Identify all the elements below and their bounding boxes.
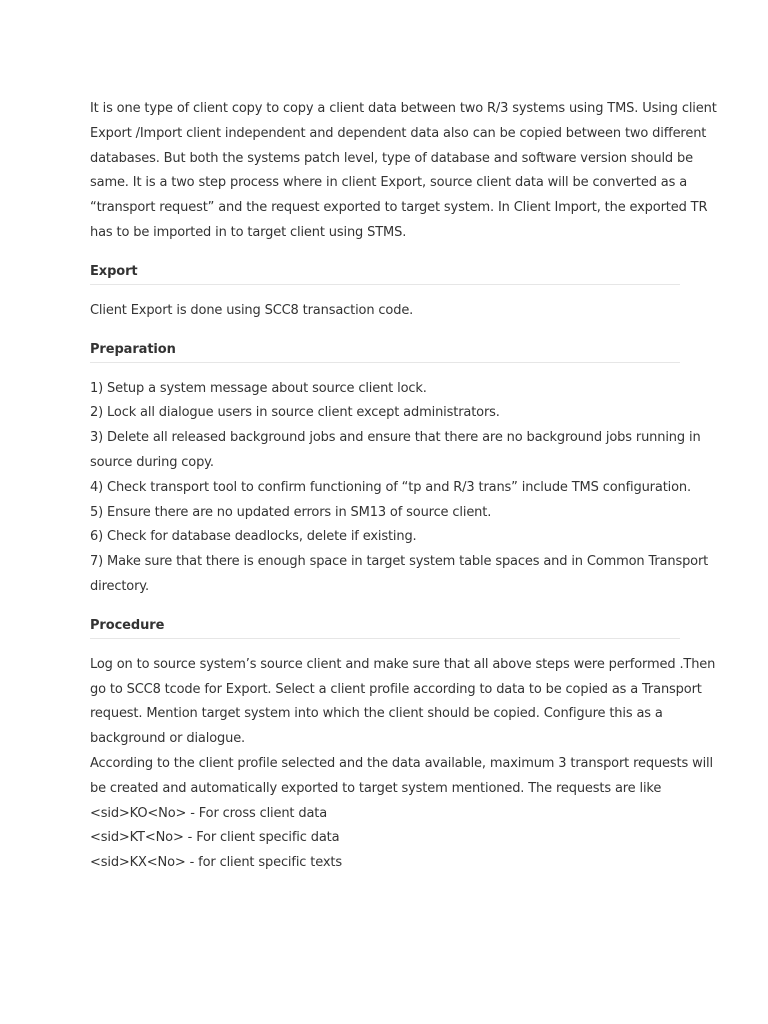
preparation-item: 2) Lock all dialogue users in source client except administrators. [90,405,500,421]
procedure-line: <sid>KO<No> - For cross client data [90,805,328,821]
export-heading: Export [90,262,680,285]
procedure-line: <sid>KX<No> - for client specific texts [90,855,342,871]
document-page [90,97,717,876]
procedure-line: According to the client profile selected and the data available, maximum 3 transport requests will [90,755,713,771]
preparation-list [90,377,709,600]
procedure-line: be created and automatically exported to target system mentioned. The requests are like [90,780,662,796]
procedure-line: request. Mention target system into which the client should be copied. Configure this as a [90,706,663,722]
export-text: Client Export is done using SCC8 transaction code. [90,302,414,318]
export-section [90,299,680,324]
intro-line: same. It is a two step process where in client Export, source client data will be converted as a [90,175,688,191]
procedure-line: background or dialogue. [90,731,246,747]
preparation-item: source during copy. [90,454,214,470]
preparation-item: directory. [90,578,149,594]
preparation-item: 7) Make sure that there is enough space in target system table spaces and in Common Transport [90,554,709,570]
intro-line: It is one type of client copy to copy a client data between two R/3 systems using TMS. Using client [90,101,717,116]
preparation-item: 1) Setup a system message about source client lock. [90,380,427,396]
preparation-item: 4) Check transport tool to confirm functioning of “tp and R/3 trans” include TMS configuration. [90,479,691,495]
procedure-line: Log on to source system’s source client and make sure that all above steps were performed .Then [90,656,716,672]
intro-paragraph [90,97,717,246]
intro-line: has to be imported in to target client using STMS. [90,224,407,240]
intro-line: databases. But both the systems patch level, type of database and software version should be [90,150,693,166]
preparation-item: 6) Check for database deadlocks, delete if existing. [90,529,417,545]
procedure-line: <sid>KT<No> - For client specific data [90,830,340,846]
intro-line: Export /Import client independent and dependent data also can be copied between two different [90,125,707,141]
intro-line: “transport request” and the request exported to target system. In Client Import, the exported TR [90,200,708,216]
procedure-section [90,653,716,876]
procedure-heading: Procedure [90,616,680,639]
preparation-item: 3) Delete all released background jobs and ensure that there are no background jobs running in [90,430,701,446]
preparation-heading: Preparation [90,340,680,363]
preparation-item: 5) Ensure there are no updated errors in SM13 of source client. [90,504,492,520]
procedure-line: go to SCC8 tcode for Export. Select a client profile according to data to be copied as a Transport [90,681,702,697]
